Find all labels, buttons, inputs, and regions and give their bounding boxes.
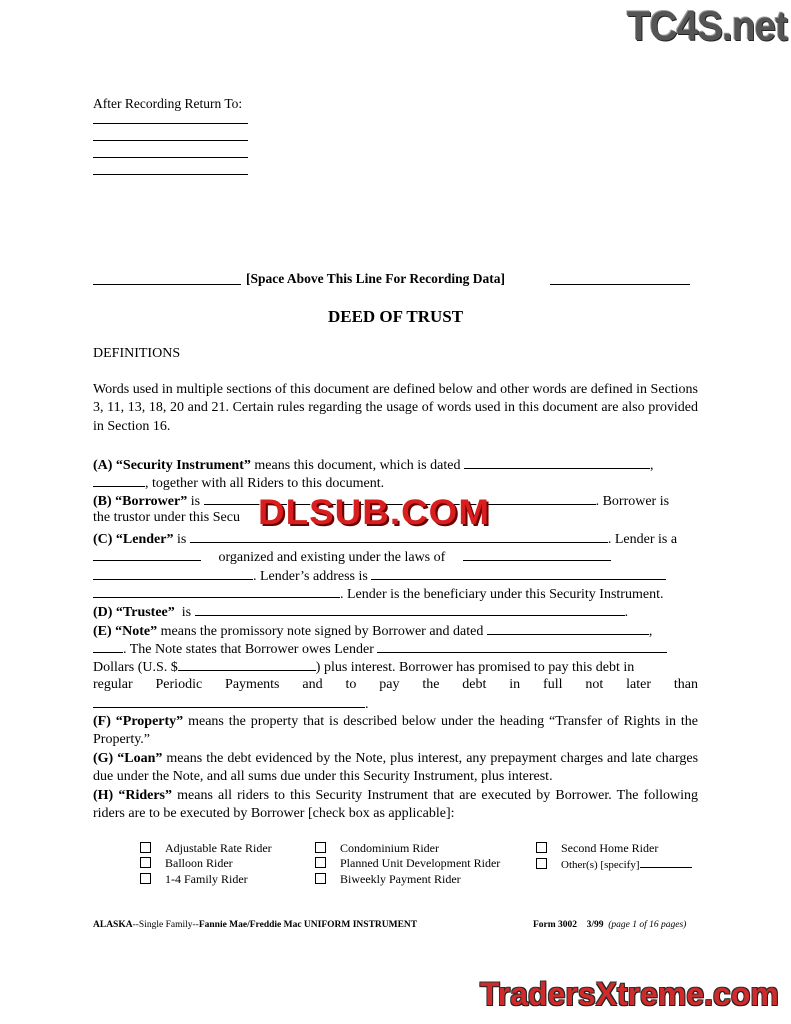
watermark-tc4s: TC4S.net <box>626 2 787 49</box>
rider-second-home[interactable] <box>536 841 658 856</box>
def-e-line1: (E) “Note” means the promissory note signed by Borrower and dated , <box>93 621 652 641</box>
checkbox-icon[interactable] <box>315 857 326 868</box>
def-c-text1: . Lender is a <box>607 532 678 547</box>
def-b-line2: the trustor under this Secu <box>93 510 240 525</box>
footer-right <box>533 920 686 930</box>
def-e-text3a: Dollars (U.S. $ <box>93 660 178 675</box>
def-a-line1: (A) “Security Instrument” means this document, which is dated , <box>93 455 698 475</box>
def-c-is: is <box>177 532 187 547</box>
checkbox-icon[interactable] <box>140 873 151 884</box>
checkbox-icon[interactable] <box>536 842 547 853</box>
def-c-address-blank2 <box>93 584 340 598</box>
definitions-heading: DEFINITIONS <box>93 346 181 361</box>
watermark-dlsub: DLSUB.COM <box>258 493 490 532</box>
def-e-amount-words-blank <box>377 639 667 653</box>
def-g-label: (G) “Loan” <box>93 751 163 766</box>
document-title: DEED OF TRUST <box>327 307 464 326</box>
footer-date: 3/99 <box>586 920 604 930</box>
def-e-date-blank <box>487 621 649 635</box>
def-b-is: is <box>190 494 201 509</box>
def-c-text3: . Lender’s address is <box>253 569 368 584</box>
def-a-text1: means this document, which is dated <box>254 458 461 473</box>
def-c-text4: . Lender is the beneficiary under this Security Instrument. <box>340 587 664 602</box>
footer-state: ALASKA <box>93 920 133 930</box>
def-f <box>93 713 698 750</box>
def-d-label: (D) “Trustee” <box>93 605 175 620</box>
def-h-label: (H) “Riders” <box>93 788 173 803</box>
recording-line-right <box>550 284 690 285</box>
def-e-line5: . <box>93 694 369 714</box>
def-e-text2: . The Note states that Borrower owes Lender <box>123 642 374 657</box>
def-d-trustee-blank <box>195 602 625 616</box>
def-b-text1: . Borrower is <box>595 494 670 509</box>
def-e-amount-blank <box>178 657 316 671</box>
def-g-text: means the debt evidenced by the Note, plus interest, any prepayment charges and late charges due under the Note, and all sums due under this Security Instrument, plus interest. <box>93 751 699 785</box>
def-c-line2 <box>93 547 611 567</box>
return-line-1 <box>93 123 248 124</box>
def-e-blank2 <box>93 639 123 653</box>
return-line-3 <box>93 157 248 158</box>
rider-label: Second Home Rider <box>561 841 659 855</box>
def-h <box>93 787 698 824</box>
rider-label: Balloon Rider <box>165 856 233 870</box>
footer-page: (page 1 of 16 pages) <box>608 920 687 930</box>
def-e-maturity-blank <box>93 694 365 708</box>
rider-label: Other(s) [specify] <box>561 859 640 871</box>
def-d-line: (D) “Trustee” is . <box>93 602 628 622</box>
rider-others-blank[interactable] <box>640 856 692 868</box>
rider-biweekly[interactable] <box>315 872 461 887</box>
rider-adjustable-rate[interactable] <box>140 841 272 856</box>
def-c-label: (C) “Lender” <box>93 532 174 547</box>
footer-instrument: Fannie Mae/Freddie Mac UNIFORM INSTRUMENT <box>198 920 418 930</box>
def-d-is: is <box>181 605 192 620</box>
rider-others[interactable] <box>536 856 692 873</box>
intro-paragraph: Words used in multiple sections of this document are defined below and other words are defined in Sections 3, 11, 13, 18, 20 and 21. Certain rules regarding the usage of words used in this document are also provided in Section 16. <box>93 382 699 434</box>
recording-data-label: [Space Above This Line For Recording Data] <box>246 271 506 286</box>
rider-pud[interactable] <box>315 856 500 871</box>
checkbox-icon[interactable] <box>140 842 151 853</box>
def-a-text2: , together with all Riders to this document. <box>145 476 385 491</box>
rider-label: Biweekly Payment Rider <box>340 872 461 886</box>
def-a-blank2 <box>93 473 145 487</box>
def-a-label: (A) “Security Instrument” <box>93 458 251 473</box>
def-c-org-blank <box>93 547 201 561</box>
rider-label: 1-4 Family Rider <box>165 872 248 886</box>
rider-condominium[interactable] <box>315 841 439 856</box>
checkbox-icon[interactable] <box>140 857 151 868</box>
rider-1-4-family[interactable] <box>140 872 248 887</box>
checkbox-icon[interactable] <box>315 873 326 884</box>
def-e-text3b: ) plus interest. Borrower has promised to pay this debt in <box>315 660 635 675</box>
rider-label: Adjustable Rate Rider <box>165 841 272 855</box>
footer-left <box>93 920 417 930</box>
def-e-label: (E) “Note” <box>93 624 158 639</box>
def-f-label: (F) “Property” <box>93 714 184 729</box>
return-to-label: After Recording Return To: <box>93 96 243 111</box>
def-g <box>93 750 698 787</box>
def-e-text1: means the promissory note signed by Borrower and dated <box>160 624 484 639</box>
recording-line-left <box>93 284 241 285</box>
footer-family: --Single Family-- <box>132 920 199 930</box>
def-h-text: means all riders to this Security Instrument that are executed by Borrower. The following riders are to be executed by Borrower [check box as applicable]: <box>93 788 698 822</box>
def-c-text2: organized and existing under the laws of <box>218 550 446 565</box>
def-e-line4: regular Periodic Payments and to pay the debt in full not later than <box>93 677 698 692</box>
def-b-label: (B) “Borrower” <box>93 494 188 509</box>
rider-balloon[interactable] <box>140 856 233 871</box>
def-f-text: means the property that is described below under the heading “Transfer of Rights in the Property.” <box>93 714 699 748</box>
rider-label: Planned Unit Development Rider <box>340 856 501 870</box>
def-c-address-blank <box>371 566 666 580</box>
footer-form: Form 3002 <box>533 920 578 930</box>
return-line-2 <box>93 140 248 141</box>
def-c-laws-blank <box>463 547 611 561</box>
rider-label: Condominium Rider <box>340 841 439 855</box>
return-line-4 <box>93 174 248 175</box>
def-c-blank3 <box>93 566 253 580</box>
checkbox-icon[interactable] <box>536 858 547 869</box>
watermark-tradersxtreme: TradersXtreme.com <box>480 976 779 1012</box>
def-e-line3 <box>93 657 634 677</box>
checkbox-icon[interactable] <box>315 842 326 853</box>
def-a-date-blank <box>464 455 650 469</box>
